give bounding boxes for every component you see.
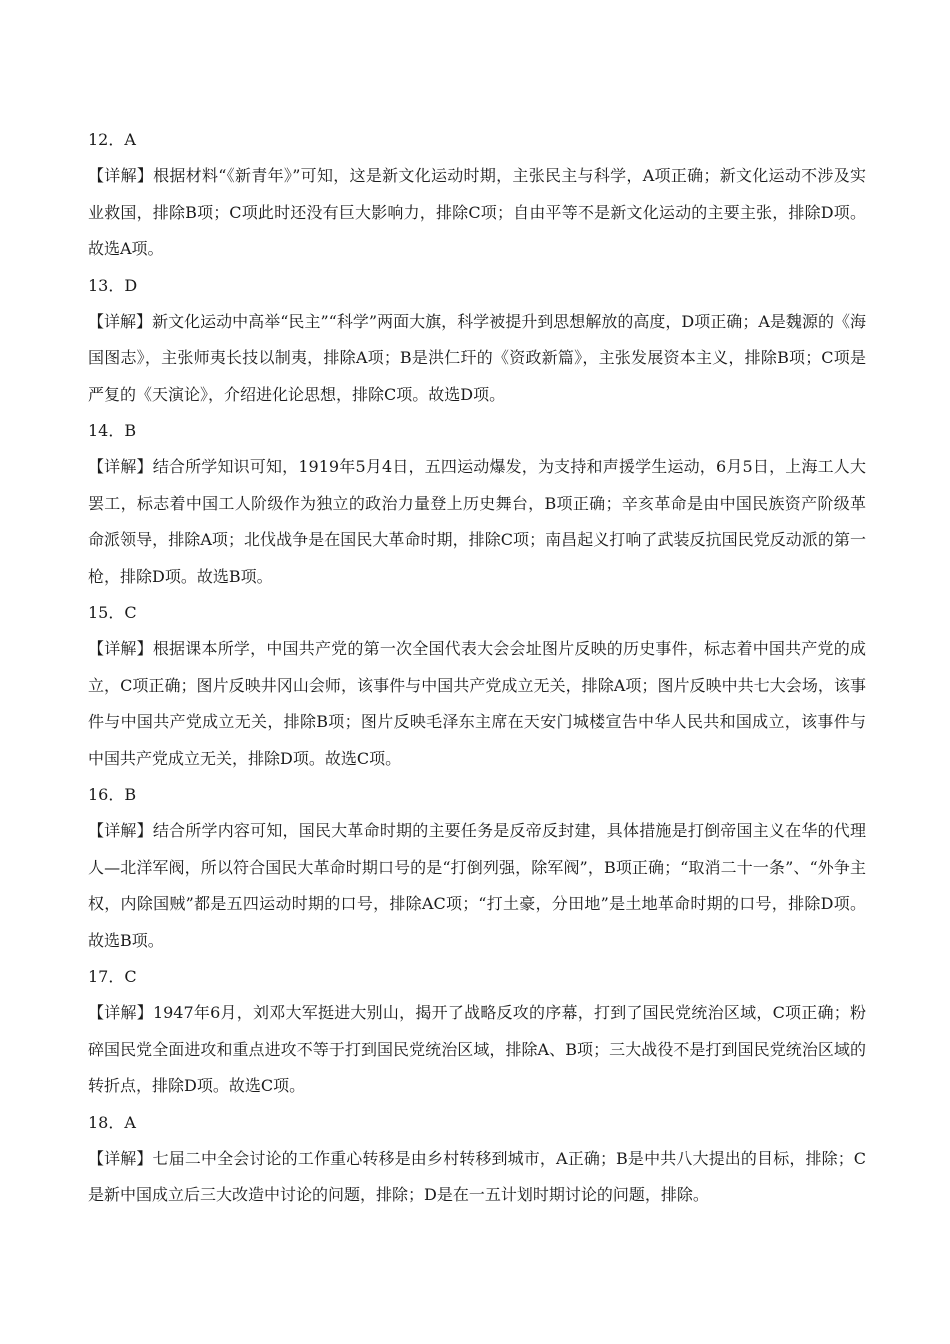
question-13-explanation: 【详解】新文化运动中高举“民主”“科学”两面大旗，科学被提升到思想解放的高度，D项正确；A是魏源的《海国图志》，主张师夷长技以制夷，排除A项；B是洪仁玕的《资政新篇》，主张发展资本主义，排除B项；C项是严复的《天演论》，介绍进化论思想，排除C项。故选D项。: [88, 311, 866, 404]
question-17-answer: 17．C: [88, 967, 137, 986]
question-17-explanation: 【详解】1947年6月，刘邓大军挺进大别山，揭开了战略反攻的序幕，打到了国民党统治区域，C项正确；粉碎国民党全面进攻和重点进攻不等于打到国民党统治区域，排除A、B项；三大战役不是打到国民党统治区域的转折点，排除D项。故选C项。: [88, 1003, 866, 1095]
question-13-answer: 13．D: [88, 275, 138, 295]
question-14-explanation: 【详解】结合所学知识可知，1919年5月4日，五四运动爆发，为支持和声援学生运动，6月5日，上海工人大罢工，标志着中国工人阶级作为独立的政治力量登上历史舞台，B项正确；辛亥革命是由中国民族资产阶级革命派领导，排除A项；北伐战争是在国民大革命时期，排除C项；南昌起义打响了武装反抗国民党反动派的第一枪，排除D项。故选B项。: [88, 457, 866, 586]
question-12-explanation: 【详解】根据材料“《新青年》”可知，这是新文化运动时期，主张民主与科学，A项正确；新文化运动不涉及实业救国，排除B项；C项此时还没有巨大影响力，排除C项；自由平等不是新文化运动的主要主张，排除D项。故选A项。: [88, 166, 866, 258]
question-18-answer: 18．A: [88, 1112, 136, 1132]
question-12-answer: 12．A: [88, 130, 136, 149]
question-15-explanation: 【详解】根据课本所学，中国共产党的第一次全国代表大会会址图片反映的历史事件，标志着中国共产党的成立，C项正确；图片反映井冈山会师，该事件与中国共产党成立无关，排除A项；图片反映中共七大会场，该事件与中国共产党成立无关，排除B项；图片反映毛泽东主席在天安门城楼宣告中华人民共和国成立，该事件与中国共产党成立无关，排除D项。故选C项。: [88, 639, 866, 768]
question-15-answer: 15．C: [88, 603, 137, 622]
question-18-explanation: 【详解】七届二中全会讨论的工作重心转移是由乡村转移到城市，A正确；B是中共八大提出的目标，排除；C是新中国成立后三大改造中讨论的问题，排除；D是在一五计划时期讨论的问题，排除。: [88, 1148, 866, 1204]
question-16-answer: 16．B: [88, 785, 137, 804]
question-14-answer: 14．B: [88, 421, 137, 440]
question-16-explanation: 【详解】结合所学内容可知，国民大革命时期的主要任务是反帝反封建，具体措施是打倒帝国主义在华的代理人—北洋军阀，所以符合国民大革命时期口号的是“打倒列强，除军阀”，B项正确；“取消二十一条”、“外争主权，内除国贼”都是五四运动时期的口号，排除AC项；“打土豪，分田地”是土地革命时期的口号，排除D项。故选B项。: [88, 821, 866, 950]
answer-explanations-page: [88, 122, 866, 1214]
